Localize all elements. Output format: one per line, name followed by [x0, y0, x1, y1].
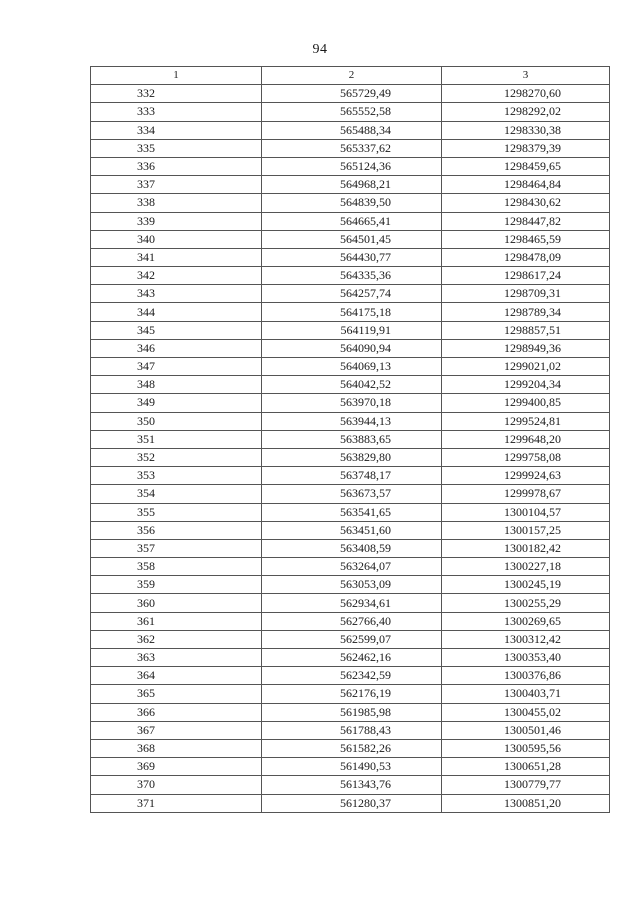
x-coordinate-cell: 563541,65	[262, 503, 442, 521]
table-row	[91, 248, 610, 266]
point-number-cell: 344	[91, 303, 262, 321]
y-coordinate-cell: 1300312,42	[442, 630, 610, 648]
table-row	[91, 230, 610, 248]
point-number-cell: 346	[91, 339, 262, 357]
point-number-cell: 338	[91, 194, 262, 212]
x-coordinate-cell: 564501,45	[262, 230, 442, 248]
point-number-cell: 335	[91, 139, 262, 157]
y-coordinate-cell: 1300353,40	[442, 649, 610, 667]
table-row	[91, 485, 610, 503]
x-coordinate-cell: 563408,59	[262, 539, 442, 557]
y-coordinate-cell: 1300255,29	[442, 594, 610, 612]
table-header	[91, 67, 610, 85]
header-row	[91, 67, 610, 85]
x-coordinate-cell: 561582,26	[262, 739, 442, 757]
point-number-cell: 356	[91, 521, 262, 539]
point-number-cell: 352	[91, 448, 262, 466]
y-coordinate-cell: 1300182,42	[442, 539, 610, 557]
x-coordinate-cell: 564175,18	[262, 303, 442, 321]
table-row	[91, 285, 610, 303]
point-number-cell: 360	[91, 594, 262, 612]
x-coordinate-cell: 564090,94	[262, 339, 442, 357]
x-coordinate-cell: 564665,41	[262, 212, 442, 230]
table-row	[91, 157, 610, 175]
x-coordinate-cell: 562462,16	[262, 649, 442, 667]
y-coordinate-cell: 1300595,56	[442, 739, 610, 757]
table-row	[91, 594, 610, 612]
table-row	[91, 794, 610, 812]
y-coordinate-cell: 1298430,62	[442, 194, 610, 212]
x-coordinate-cell: 564839,50	[262, 194, 442, 212]
x-coordinate-cell: 565124,36	[262, 157, 442, 175]
column-header-x: 2	[262, 67, 442, 85]
point-number-cell: 342	[91, 267, 262, 285]
table-row	[91, 412, 610, 430]
y-coordinate-cell: 1300779,77	[442, 776, 610, 794]
table-row	[91, 176, 610, 194]
y-coordinate-cell: 1299924,63	[442, 467, 610, 485]
x-coordinate-cell: 563883,65	[262, 430, 442, 448]
x-coordinate-cell: 561490,53	[262, 758, 442, 776]
point-number-cell: 340	[91, 230, 262, 248]
point-number-cell: 371	[91, 794, 262, 812]
table-row	[91, 503, 610, 521]
point-number-cell: 336	[91, 157, 262, 175]
y-coordinate-cell: 1298478,09	[442, 248, 610, 266]
point-number-cell: 333	[91, 103, 262, 121]
x-coordinate-cell: 564968,21	[262, 176, 442, 194]
point-number-cell: 337	[91, 176, 262, 194]
x-coordinate-cell: 561985,98	[262, 703, 442, 721]
y-coordinate-cell: 1300157,25	[442, 521, 610, 539]
point-number-cell: 363	[91, 649, 262, 667]
table-row	[91, 721, 610, 739]
y-coordinate-cell: 1298857,51	[442, 321, 610, 339]
table-row	[91, 703, 610, 721]
point-number-cell: 370	[91, 776, 262, 794]
table-row	[91, 576, 610, 594]
x-coordinate-cell: 563829,80	[262, 448, 442, 466]
x-coordinate-cell: 564335,36	[262, 267, 442, 285]
page-number: 94	[312, 42, 328, 57]
point-number-cell: 339	[91, 212, 262, 230]
point-number-cell: 341	[91, 248, 262, 266]
x-coordinate-cell: 563451,60	[262, 521, 442, 539]
y-coordinate-cell: 1299400,85	[442, 394, 610, 412]
x-coordinate-cell: 561280,37	[262, 794, 442, 812]
point-number-cell: 351	[91, 430, 262, 448]
point-number-cell: 343	[91, 285, 262, 303]
table-row	[91, 539, 610, 557]
y-coordinate-cell: 1300851,20	[442, 794, 610, 812]
x-coordinate-cell: 562176,19	[262, 685, 442, 703]
y-coordinate-cell: 1300227,18	[442, 558, 610, 576]
table-row	[91, 776, 610, 794]
table-row	[91, 467, 610, 485]
x-coordinate-cell: 563673,57	[262, 485, 442, 503]
x-coordinate-cell: 562342,59	[262, 667, 442, 685]
point-number-cell: 332	[91, 85, 262, 103]
y-coordinate-cell: 1300403,71	[442, 685, 610, 703]
y-coordinate-cell: 1300269,65	[442, 612, 610, 630]
point-number-cell: 354	[91, 485, 262, 503]
y-coordinate-cell: 1300376,86	[442, 667, 610, 685]
point-number-cell: 345	[91, 321, 262, 339]
point-number-cell: 350	[91, 412, 262, 430]
table-row	[91, 85, 610, 103]
y-coordinate-cell: 1298447,82	[442, 212, 610, 230]
x-coordinate-cell: 562934,61	[262, 594, 442, 612]
point-number-cell: 334	[91, 121, 262, 139]
point-number-cell: 348	[91, 376, 262, 394]
x-coordinate-cell: 561343,76	[262, 776, 442, 794]
table-row	[91, 358, 610, 376]
y-coordinate-cell: 1298292,02	[442, 103, 610, 121]
table-row	[91, 339, 610, 357]
y-coordinate-cell: 1300245,19	[442, 576, 610, 594]
y-coordinate-cell: 1299648,20	[442, 430, 610, 448]
y-coordinate-cell: 1299758,08	[442, 448, 610, 466]
coordinates-table	[90, 66, 610, 813]
point-number-cell: 364	[91, 667, 262, 685]
y-coordinate-cell: 1299524,81	[442, 412, 610, 430]
y-coordinate-cell: 1299978,67	[442, 485, 610, 503]
table-row	[91, 448, 610, 466]
point-number-cell: 366	[91, 703, 262, 721]
x-coordinate-cell: 563748,17	[262, 467, 442, 485]
y-coordinate-cell: 1298459,65	[442, 157, 610, 175]
point-number-cell: 369	[91, 758, 262, 776]
y-coordinate-cell: 1300651,28	[442, 758, 610, 776]
point-number-cell: 359	[91, 576, 262, 594]
table-row	[91, 739, 610, 757]
x-coordinate-cell: 564257,74	[262, 285, 442, 303]
x-coordinate-cell: 564430,77	[262, 248, 442, 266]
table-body	[91, 85, 610, 813]
column-header-y: 3	[442, 67, 610, 85]
y-coordinate-cell: 1300455,02	[442, 703, 610, 721]
point-number-cell: 355	[91, 503, 262, 521]
table-row	[91, 612, 610, 630]
y-coordinate-cell: 1298617,24	[442, 267, 610, 285]
table-row	[91, 321, 610, 339]
x-coordinate-cell: 563944,13	[262, 412, 442, 430]
x-coordinate-cell: 563970,18	[262, 394, 442, 412]
y-coordinate-cell: 1298789,34	[442, 303, 610, 321]
x-coordinate-cell: 565337,62	[262, 139, 442, 157]
x-coordinate-cell: 562766,40	[262, 612, 442, 630]
x-coordinate-cell: 565488,34	[262, 121, 442, 139]
table-row	[91, 430, 610, 448]
point-number-cell: 361	[91, 612, 262, 630]
point-number-cell: 353	[91, 467, 262, 485]
y-coordinate-cell: 1300104,57	[442, 503, 610, 521]
y-coordinate-cell: 1298464,84	[442, 176, 610, 194]
y-coordinate-cell: 1298465,59	[442, 230, 610, 248]
point-number-cell: 358	[91, 558, 262, 576]
y-coordinate-cell: 1299204,34	[442, 376, 610, 394]
table-row	[91, 194, 610, 212]
y-coordinate-cell: 1299021,02	[442, 358, 610, 376]
table-row	[91, 121, 610, 139]
y-coordinate-cell: 1298270,60	[442, 85, 610, 103]
column-header-point-number: 1	[91, 67, 262, 85]
table-row	[91, 758, 610, 776]
table-row	[91, 139, 610, 157]
table-row	[91, 212, 610, 230]
table-row	[91, 303, 610, 321]
table-row	[91, 630, 610, 648]
table-row	[91, 394, 610, 412]
table-row	[91, 558, 610, 576]
table-row	[91, 685, 610, 703]
table-row	[91, 521, 610, 539]
table-row	[91, 103, 610, 121]
y-coordinate-cell: 1298709,31	[442, 285, 610, 303]
x-coordinate-cell: 564069,13	[262, 358, 442, 376]
x-coordinate-cell: 565552,58	[262, 103, 442, 121]
table-row	[91, 376, 610, 394]
y-coordinate-cell: 1298379,39	[442, 139, 610, 157]
point-number-cell: 367	[91, 721, 262, 739]
point-number-cell: 347	[91, 358, 262, 376]
table-row	[91, 649, 610, 667]
table-row	[91, 267, 610, 285]
point-number-cell: 368	[91, 739, 262, 757]
point-number-cell: 349	[91, 394, 262, 412]
point-number-cell: 357	[91, 539, 262, 557]
x-coordinate-cell: 562599,07	[262, 630, 442, 648]
y-coordinate-cell: 1298949,36	[442, 339, 610, 357]
x-coordinate-cell: 561788,43	[262, 721, 442, 739]
x-coordinate-cell: 563264,07	[262, 558, 442, 576]
x-coordinate-cell: 563053,09	[262, 576, 442, 594]
point-number-cell: 362	[91, 630, 262, 648]
y-coordinate-cell: 1300501,46	[442, 721, 610, 739]
point-number-cell: 365	[91, 685, 262, 703]
x-coordinate-cell: 564042,52	[262, 376, 442, 394]
y-coordinate-cell: 1298330,38	[442, 121, 610, 139]
x-coordinate-cell: 565729,49	[262, 85, 442, 103]
x-coordinate-cell: 564119,91	[262, 321, 442, 339]
table-row	[91, 667, 610, 685]
